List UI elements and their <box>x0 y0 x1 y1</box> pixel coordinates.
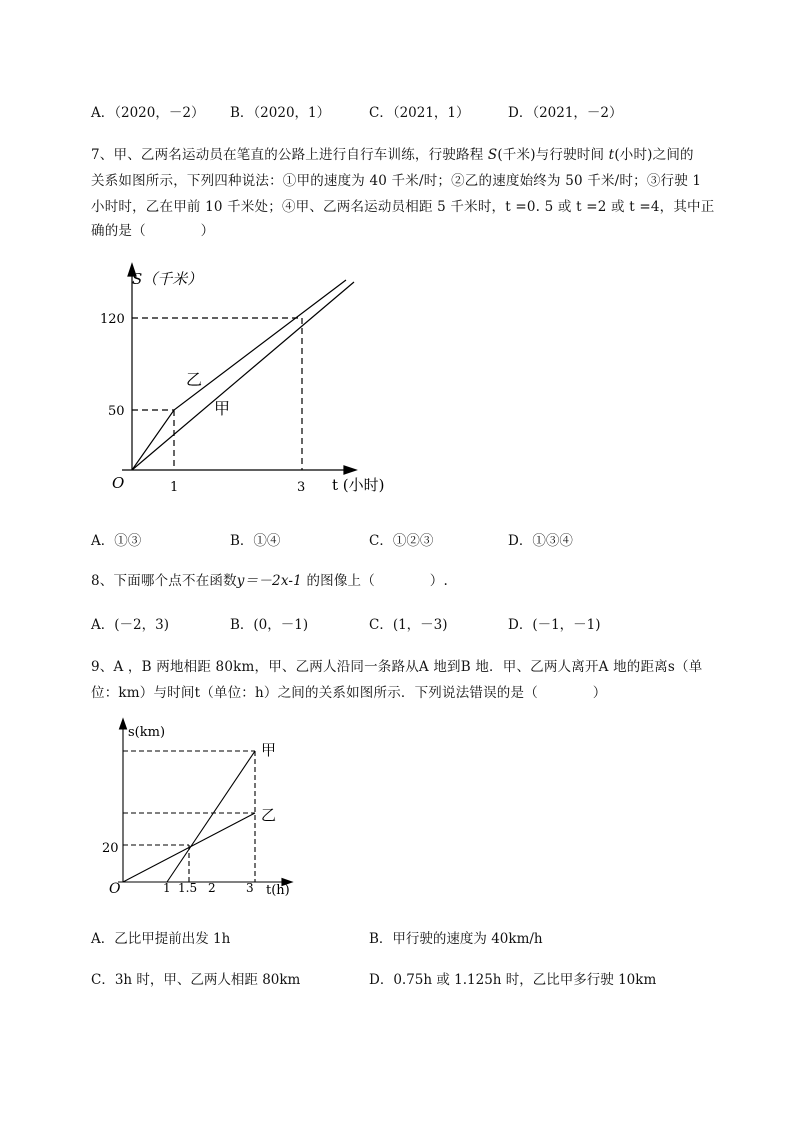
q7-text: (千米)与行驶时间 <box>497 147 609 163</box>
q9-origin-label: O <box>109 881 121 897</box>
q8-formula: y＝－2x-1 <box>236 573 302 589</box>
q7-text: (小时)之间的 <box>614 147 694 163</box>
q7-origin-label: O <box>112 474 125 492</box>
q7-var-t: t <box>608 147 615 163</box>
q6-option-d: D．（2021，－2） <box>508 105 623 121</box>
q9-x-axis-label: t(h) <box>266 883 290 898</box>
q9-label-yi: 乙 <box>261 806 277 824</box>
q8-text: 8、下面哪个点不在函数 <box>91 573 237 589</box>
q9-stem-line-1: 9、A ，B 两地相距 80km，甲、乙两人沿同一条路从A 地到B 地．甲、乙两人离开A 地的距离s（单 <box>91 659 703 675</box>
q6-option-c: C．（2021，1） <box>369 105 470 121</box>
q8-option-a: A．(－2，3) <box>91 617 169 633</box>
q9-xtick-1: 1 <box>163 881 171 895</box>
q8-option-c: C．(1，－3) <box>369 617 448 633</box>
q8-text: 的图像上（ ）. <box>301 573 448 589</box>
q7-text: 7、甲、乙两名运动员在笔直的公路上进行自行车训练，行驶路程 <box>91 147 488 163</box>
q7-xtick-1: 1 <box>170 480 179 495</box>
q7-label-jia: 甲 <box>214 399 231 418</box>
q9-xtick-3: 3 <box>246 881 254 895</box>
q7-xtick-3: 3 <box>297 480 306 495</box>
q9-xtick-15: 1.5 <box>178 881 198 895</box>
q9-label-jia: 甲 <box>261 741 277 759</box>
q8-option-b: B．(0，－1) <box>230 617 309 633</box>
q7-option-c: C．①②③ <box>369 533 434 549</box>
q9-line-jia <box>167 751 255 882</box>
q7-ytick-120: 120 <box>100 312 125 327</box>
q9-option-b: B．甲行驶的速度为 40km/h <box>369 931 543 947</box>
q7-stem-line-3: 小时时，乙在甲前 10 千米处；④甲、乙两名运动员相距 5 千米时，t =0. 5 或 t =2 或 t =4，其中正 <box>91 199 715 215</box>
q9-option-a: A．乙比甲提前出发 1h <box>91 931 231 947</box>
q6-option-a: A．（2020，－2） <box>91 105 205 121</box>
q7-stem-line-2: 关系如图所示，下列四种说法：①甲的速度为 40 千米/时；②乙的速度始终为 50 千米/时；③行驶 1 <box>91 173 702 189</box>
q8-option-d: D．(－1，－1) <box>508 617 601 633</box>
q9-option-c: C．3h 时，甲、乙两人相距 80km <box>91 972 301 988</box>
q7-y-axis-label: S（千米） <box>132 270 203 288</box>
q7-ytick-50: 50 <box>108 404 125 419</box>
q9-y-axis-label: s(km) <box>128 725 166 740</box>
q7-label-yi: 乙 <box>186 370 203 389</box>
q7-option-d: D．①③④ <box>508 533 573 549</box>
q7-option-a: A．①③ <box>91 533 142 549</box>
q6-option-b: B．（2020，1） <box>230 105 331 121</box>
q9-stem-line-2: 位：km）与时间t（单位：h）之间的关系如图所示．下列说法错误的是（ ） <box>91 685 607 701</box>
q7-stem-line-4: 确的是（ ） <box>91 223 215 239</box>
q7-x-axis-label: t (小时) <box>332 476 385 494</box>
q7-option-b: B．①④ <box>230 533 281 549</box>
q9-xtick-2: 2 <box>208 881 216 895</box>
q9-y-arrow <box>120 719 127 729</box>
q9-option-d: D．0.75h 或 1.125h 时，乙比甲多行驶 10km <box>369 972 657 988</box>
q7-var-s: S <box>487 147 498 163</box>
q9-ytick-20: 20 <box>102 841 119 856</box>
